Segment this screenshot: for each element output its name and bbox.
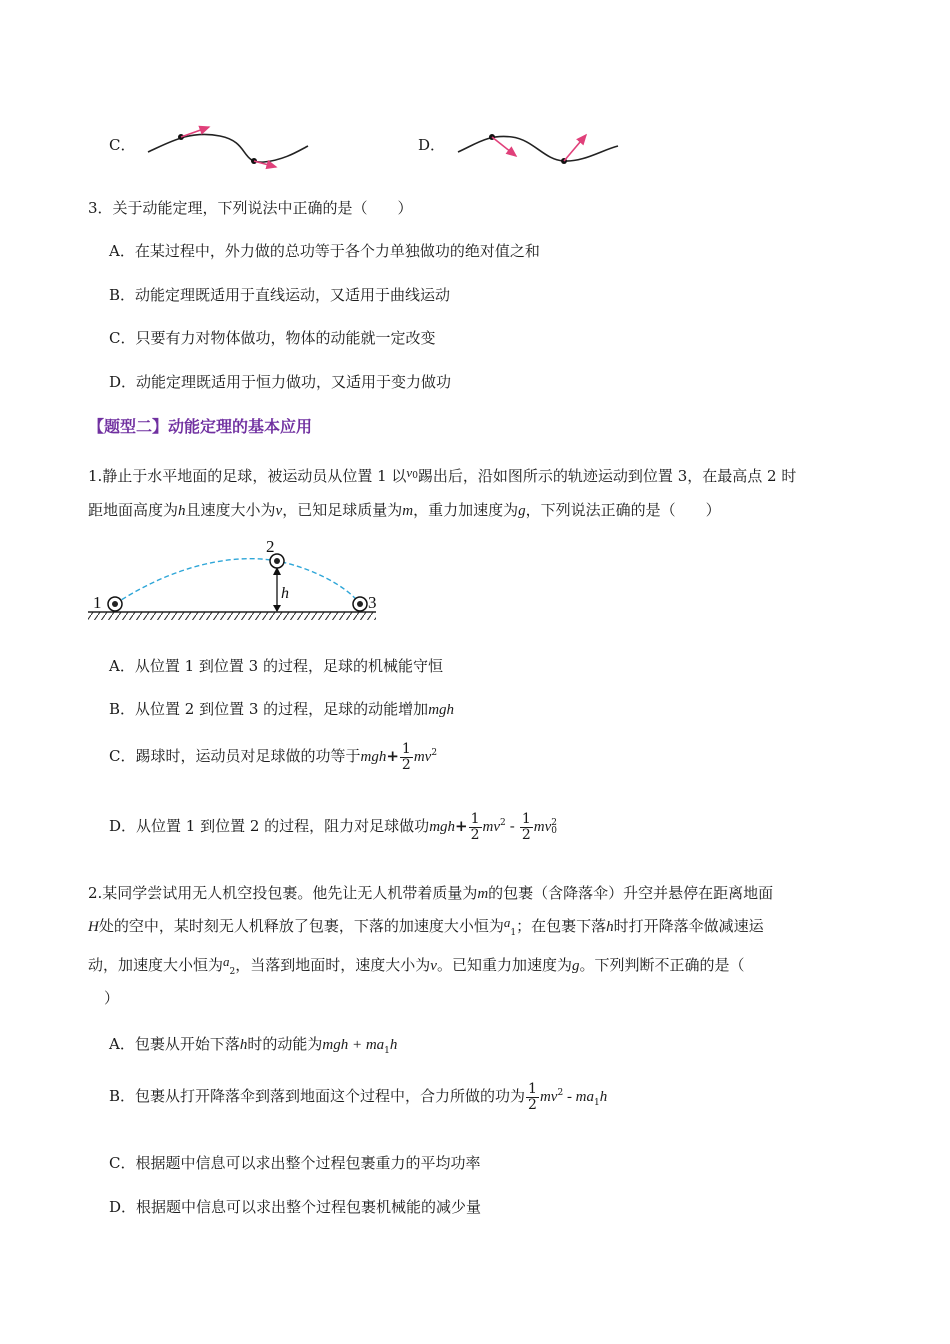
p1-line1: 1.静止于水平地面的足球，被运动员从位置 1 以$v_0$踢出后，沿如图所示的轨迹运动到位置 3，在最高点 2 时 [88, 465, 797, 485]
section-heading: 【题型二】动能定理的基本应用 [88, 417, 313, 436]
football-trajectory-figure [84, 535, 384, 625]
q3-option-d: D．动能定理既适用于恒力做功，又适用于变力做功 [109, 373, 452, 391]
figure-label-1: 1 [93, 593, 102, 612]
p2-line1: 2.某同学尝试用无人机空投包裹。他先让无人机带着质量为m的包裹（含降落伞）升空并悬停在距离地面 [88, 884, 774, 902]
wave-figure-c [140, 120, 315, 175]
p1-option-a: A．从位置 1 到位置 3 的过程，足球的机械能守恒 [109, 657, 443, 675]
p2-line2: H处的空中，某时刻无人机释放了包裹，下落的加速度大小恒为$a_1$；在包裹下落h时打开降落伞做减速运 [88, 915, 764, 938]
p2-option-c: C．根据题中信息可以求出整个过程包裹重力的平均功率 [109, 1154, 481, 1172]
p2-option-b: B．包裹从打开降落伞到落到地面这个过程中，合力所做的功为 $\frac{1}{2}$ $mv^2 - ma_1h$ [109, 1081, 608, 1113]
option-c-label: C． [109, 136, 136, 154]
q3-option-c: C．只要有力对物体做功，物体的动能就一定改变 [109, 329, 436, 347]
figure-label-h: h [281, 585, 289, 602]
figure-label-2: 2 [266, 537, 275, 556]
q3-stem: 3．关于动能定理，下列说法中正确的是（ ） [88, 199, 413, 217]
ball-position-2 [270, 554, 284, 568]
p1-line2: 距地面高度为h且速度大小为v，已知足球质量为m，重力加速度为g，下列说法正确的是（ ） [88, 501, 721, 519]
q3-option-a: A．在某过程中，外力做的总功等于各个力单独做功的绝对值之和 [109, 242, 540, 260]
option-d-label: D． [418, 136, 446, 154]
ball-position-1 [108, 597, 122, 611]
p1-option-c: C．踢球时，运动员对足球做的功等于mgh+ $\frac{1}{2}$ $mv^2$ [109, 741, 438, 773]
p2-option-d: D．根据题中信息可以求出整个过程包裹机械能的减少量 [109, 1198, 482, 1216]
ball-position-3 [353, 597, 367, 611]
p2-option-a: A．包裹从开始下落h时的动能为mgh + $ma_1h$ [109, 1035, 398, 1056]
wave-figure-d [452, 120, 627, 175]
p2-line4: ） [104, 989, 120, 1007]
q3-option-b: B．动能定理既适用于直线运动，又适用于曲线运动 [109, 286, 451, 304]
p1-option-d: D．从位置 1 到位置 2 的过程，阻力对足球做功mgh+ $\frac{1}{2}$ $mv^2$ - $\frac{1}{2}$ mv 2 0 [109, 811, 557, 843]
figure-label-3: 3 [368, 593, 377, 612]
p1-option-b: B．从位置 2 到位置 3 的过程，足球的动能增加mgh [109, 700, 455, 718]
p2-line3: 动，加速度大小恒为$a_2$，当落到地面时，速度大小为v。已知重力加速度为g。下列判断不正确的是（ [88, 954, 745, 977]
